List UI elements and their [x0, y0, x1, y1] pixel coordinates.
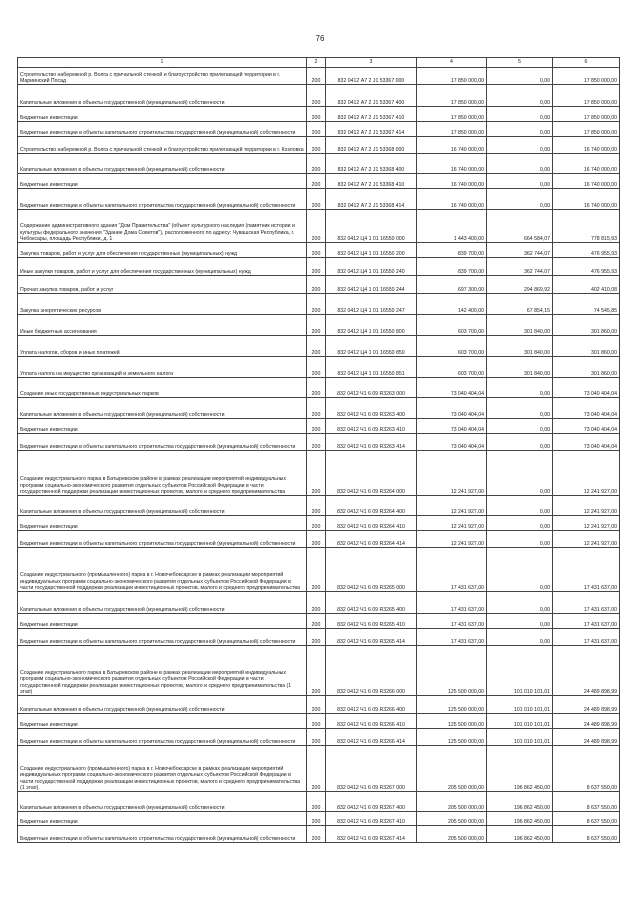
- table-row: [18, 378, 620, 398]
- row-kbk-cell: 832 0412 А7 2 J1 53367 414: [326, 122, 417, 137]
- row-amount-executed-cell: 196 862 450,00: [487, 812, 553, 826]
- row-amount-executed-cell: 0,00: [487, 378, 553, 398]
- row-amount-remaining-cell: 402 410,08: [553, 276, 620, 294]
- row-amount-approved-cell: 603 700,00: [417, 315, 487, 336]
- row-amount-approved-cell: 603 700,00: [417, 336, 487, 357]
- row-kbk-cell: 832 0412 Ц4 1 01 16550 244: [326, 276, 417, 294]
- row-amount-executed-cell: 196 862 450,00: [487, 792, 553, 812]
- table-row: [18, 210, 620, 243]
- table-row: [18, 729, 620, 746]
- row-code-cell: 200: [307, 315, 326, 336]
- row-amount-approved-cell: 603 700,00: [417, 357, 487, 378]
- table-row: [18, 812, 620, 826]
- row-kbk-cell: 832 0412 Ч1 6 09 R3267 410: [326, 812, 417, 826]
- row-name-cell: Бюджетные инвестиции: [18, 174, 307, 189]
- row-amount-remaining-cell: 778 815,93: [553, 210, 620, 243]
- row-amount-executed-cell: 664 584,07: [487, 210, 553, 243]
- row-amount-executed-cell: 101 010 101,01: [487, 714, 553, 729]
- page-number: 76: [315, 34, 325, 43]
- row-name-cell: Закупка энергетических ресурсов: [18, 294, 307, 315]
- row-code-cell: 200: [307, 210, 326, 243]
- row-amount-approved-cell: 205 500 000,00: [417, 812, 487, 826]
- row-kbk-cell: 832 0412 Ч1 6 09 R3265 000: [326, 548, 417, 592]
- row-code-cell: 200: [307, 276, 326, 294]
- row-amount-remaining-cell: 17 431 637,00: [553, 592, 620, 614]
- row-amount-executed-cell: 101 010 101,01: [487, 646, 553, 696]
- row-amount-executed-cell: 0,00: [487, 548, 553, 592]
- row-name-cell: Капитальные вложения в объекты государственной (муниципальной) собственности: [18, 398, 307, 419]
- row-kbk-cell: 832 0412 Ч1 6 09 R3266 400: [326, 696, 417, 714]
- row-name-cell: Капитальные вложения в объекты государственной (муниципальной) собственности: [18, 792, 307, 812]
- row-amount-remaining-cell: 476 955,93: [553, 258, 620, 276]
- row-kbk-cell: 832 0412 А7 2 J1 53367 000: [326, 68, 417, 85]
- row-code-cell: 200: [307, 531, 326, 548]
- row-name-cell: Капитальные вложения в объекты государственной (муниципальной) собственности: [18, 85, 307, 107]
- table-row: [18, 516, 620, 531]
- table-row: [18, 122, 620, 137]
- row-amount-remaining-cell: 17 431 637,00: [553, 629, 620, 646]
- row-kbk-cell: 832 0412 Ч1 6 09 R3265 414: [326, 629, 417, 646]
- table-row: [18, 646, 620, 696]
- row-code-cell: 200: [307, 336, 326, 357]
- row-code-cell: 200: [307, 792, 326, 812]
- row-amount-remaining-cell: 17 431 637,00: [553, 614, 620, 629]
- row-kbk-cell: 832 0412 Ч1 6 09 R3265 400: [326, 592, 417, 614]
- row-amount-executed-cell: 0,00: [487, 154, 553, 174]
- row-amount-executed-cell: 0,00: [487, 451, 553, 496]
- budget-table: [17, 57, 620, 843]
- table-row: [18, 746, 620, 792]
- row-amount-remaining-cell: 301 860,00: [553, 336, 620, 357]
- row-kbk-cell: 832 0412 Ц4 1 01 16550 851: [326, 357, 417, 378]
- table-row: [18, 714, 620, 729]
- row-amount-executed-cell: 362 744,07: [487, 258, 553, 276]
- row-amount-approved-cell: 17 850 000,00: [417, 68, 487, 85]
- row-kbk-cell: 832 0412 А7 2 J1 53367 410: [326, 107, 417, 122]
- row-amount-approved-cell: 205 500 000,00: [417, 792, 487, 812]
- row-code-cell: 200: [307, 107, 326, 122]
- row-amount-approved-cell: 839 700,00: [417, 258, 487, 276]
- row-code-cell: 200: [307, 729, 326, 746]
- row-name-cell: Создание индустриального парка в Батыревском районе в рамках реализации мероприятий индивидуальных программ социально-экономического развития отдельных субъектов Российской Федерации в части государственной поддержки реализации инвестиционных проектов, малого и среднего предпринимательства (1 этап): [18, 646, 307, 696]
- row-kbk-cell: 832 0412 Ч1 6 09 R3267 000: [326, 746, 417, 792]
- row-amount-remaining-cell: 16 740 000,00: [553, 174, 620, 189]
- row-amount-executed-cell: 301 840,00: [487, 336, 553, 357]
- row-name-cell: Бюджетные инвестиции в объекты капитального строительства государственной (муниципальной) собственности: [18, 189, 307, 210]
- row-name-cell: Иные закупки товаров, работ и услуг для обеспечения государственных (муниципальных) нужд: [18, 258, 307, 276]
- row-amount-remaining-cell: 17 850 000,00: [553, 85, 620, 107]
- row-amount-remaining-cell: 12 241 927,00: [553, 496, 620, 516]
- row-name-cell: Бюджетные инвестиции в объекты капитального строительства государственной (муниципальной) собственности: [18, 826, 307, 843]
- row-amount-executed-cell: 0,00: [487, 174, 553, 189]
- row-amount-executed-cell: 362 744,07: [487, 243, 553, 258]
- table-row: [18, 496, 620, 516]
- table-row: [18, 107, 620, 122]
- row-amount-executed-cell: 0,00: [487, 434, 553, 451]
- row-amount-approved-cell: 125 500 000,00: [417, 729, 487, 746]
- row-name-cell: Капитальные вложения в объекты государственной (муниципальной) собственности: [18, 592, 307, 614]
- row-amount-approved-cell: 205 500 000,00: [417, 826, 487, 843]
- table-row: [18, 826, 620, 843]
- row-amount-approved-cell: 73 040 404,04: [417, 398, 487, 419]
- column-number-row: [18, 58, 620, 68]
- row-name-cell: Бюджетные инвестиции в объекты капитального строительства государственной (муниципальной) собственности: [18, 729, 307, 746]
- row-amount-remaining-cell: 24 489 898,99: [553, 714, 620, 729]
- row-code-cell: 200: [307, 826, 326, 843]
- row-code-cell: 200: [307, 294, 326, 315]
- row-amount-remaining-cell: 12 241 927,00: [553, 531, 620, 548]
- row-amount-remaining-cell: 73 040 404,04: [553, 398, 620, 419]
- row-amount-remaining-cell: 12 241 927,00: [553, 451, 620, 496]
- row-amount-executed-cell: 196 862 450,00: [487, 826, 553, 843]
- row-amount-remaining-cell: 16 740 000,00: [553, 137, 620, 154]
- row-amount-executed-cell: 101 010 101,01: [487, 696, 553, 714]
- row-kbk-cell: 832 0412 Ч1 6 09 R3263 000: [326, 378, 417, 398]
- table-row: [18, 548, 620, 592]
- row-kbk-cell: 832 0412 Ч1 6 09 R3265 410: [326, 614, 417, 629]
- row-amount-approved-cell: 17 431 637,00: [417, 614, 487, 629]
- row-amount-approved-cell: 16 740 000,00: [417, 154, 487, 174]
- row-code-cell: 200: [307, 696, 326, 714]
- row-amount-remaining-cell: 17 850 000,00: [553, 68, 620, 85]
- row-amount-executed-cell: 0,00: [487, 516, 553, 531]
- row-kbk-cell: 832 0412 Ч1 6 09 R3263 400: [326, 398, 417, 419]
- row-kbk-cell: 832 0412 Ч1 6 09 R3266 410: [326, 714, 417, 729]
- row-amount-approved-cell: 17 850 000,00: [417, 107, 487, 122]
- row-amount-executed-cell: 301 840,00: [487, 357, 553, 378]
- table-row: [18, 258, 620, 276]
- table-row: [18, 336, 620, 357]
- row-amount-executed-cell: 0,00: [487, 85, 553, 107]
- row-kbk-cell: 832 0412 Ц4 1 01 16550 000: [326, 210, 417, 243]
- row-name-cell: Создание индустриального парка в Батыревском районе в рамках реализации мероприятий индивидуальных программ социально-экономического развития отдельных субъектов Российской Федерации в части государственной поддержки реализации инвестиционных проектов, малого и среднего предпринимательства: [18, 451, 307, 496]
- row-code-cell: 200: [307, 398, 326, 419]
- row-code-cell: 200: [307, 434, 326, 451]
- table-row: [18, 451, 620, 496]
- row-amount-executed-cell: 301 840,00: [487, 315, 553, 336]
- row-amount-executed-cell: 101 010 101,01: [487, 729, 553, 746]
- row-kbk-cell: 832 0412 Ч1 6 09 R3267 414: [326, 826, 417, 843]
- row-name-cell: Создание индустриального (промышленного) парка в г. Новочебоксарске в рамках реализации мероприятий индивидуальных программ социально-экономического развития отдельных субъектов Российской Федерации в части государственной поддержки реализации инвестиционных проектов, малого и среднего предпринимательства: [18, 548, 307, 592]
- row-amount-remaining-cell: 24 489 898,99: [553, 696, 620, 714]
- table-row: [18, 357, 620, 378]
- table-row: [18, 189, 620, 210]
- table-row: [18, 85, 620, 107]
- row-amount-approved-cell: 16 740 000,00: [417, 174, 487, 189]
- row-amount-executed-cell: 0,00: [487, 107, 553, 122]
- row-amount-approved-cell: 73 040 404,04: [417, 419, 487, 434]
- row-code-cell: 200: [307, 137, 326, 154]
- row-code-cell: 200: [307, 812, 326, 826]
- row-code-cell: 200: [307, 629, 326, 646]
- row-amount-approved-cell: 839 700,00: [417, 243, 487, 258]
- row-amount-approved-cell: 17 431 637,00: [417, 629, 487, 646]
- table-row: [18, 419, 620, 434]
- table-row: [18, 243, 620, 258]
- row-code-cell: 200: [307, 714, 326, 729]
- row-kbk-cell: 832 0412 Ч1 6 09 R3266 000: [326, 646, 417, 696]
- table-row: [18, 137, 620, 154]
- row-amount-remaining-cell: 17 850 000,00: [553, 107, 620, 122]
- row-code-cell: 200: [307, 122, 326, 137]
- table-row: [18, 531, 620, 548]
- row-amount-executed-cell: 67 854,15: [487, 294, 553, 315]
- row-code-cell: 200: [307, 746, 326, 792]
- row-name-cell: Строительство набережной р. Волга с причальной стенкой и благоустройство прилегающей территории в г. Мариинский Посад: [18, 68, 307, 85]
- row-amount-remaining-cell: 301 860,00: [553, 357, 620, 378]
- row-name-cell: Содержание административного здания "Дом Правительства" (объект культурного наследия (памятник истории и культуры федерального значения "Здание Дома Советов"), расположенного по адресу: Чувашская Республика, г. Чебоксары, площадь Республики, д. 1: [18, 210, 307, 243]
- row-name-cell: Строительство набережной р. Волга с причальной стенкой и благоустройство прилегающей территории в г. Козловка: [18, 137, 307, 154]
- row-code-cell: 200: [307, 357, 326, 378]
- row-amount-approved-cell: 17 850 000,00: [417, 122, 487, 137]
- row-amount-executed-cell: 0,00: [487, 68, 553, 85]
- row-name-cell: Бюджетные инвестиции: [18, 107, 307, 122]
- table-row: [18, 68, 620, 85]
- row-amount-remaining-cell: 24 489 898,99: [553, 729, 620, 746]
- row-name-cell: Закупка товаров, работ и услуг для обеспечения государственных (муниципальных) нужд: [18, 243, 307, 258]
- row-code-cell: 200: [307, 451, 326, 496]
- row-amount-executed-cell: 0,00: [487, 496, 553, 516]
- row-kbk-cell: 832 0412 Ц4 1 01 16550 200: [326, 243, 417, 258]
- row-kbk-cell: 832 0412 А7 2 J1 53368 414: [326, 189, 417, 210]
- row-code-cell: 200: [307, 258, 326, 276]
- row-kbk-cell: 832 0412 Ц4 1 01 16550 850: [326, 336, 417, 357]
- table-row: [18, 434, 620, 451]
- table-row: [18, 154, 620, 174]
- row-amount-approved-cell: 16 740 000,00: [417, 189, 487, 210]
- row-name-cell: Бюджетные инвестиции: [18, 516, 307, 531]
- row-code-cell: 200: [307, 174, 326, 189]
- table-row: [18, 592, 620, 614]
- row-code-cell: 200: [307, 496, 326, 516]
- row-code-cell: 200: [307, 243, 326, 258]
- row-amount-remaining-cell: 24 489 898,99: [553, 646, 620, 696]
- row-name-cell: Бюджетные инвестиции в объекты капитального строительства государственной (муниципальной) собственности: [18, 629, 307, 646]
- row-amount-executed-cell: 0,00: [487, 122, 553, 137]
- row-kbk-cell: 832 0412 Ч1 6 09 R3264 414: [326, 531, 417, 548]
- row-code-cell: 200: [307, 516, 326, 531]
- row-amount-remaining-cell: 16 740 000,00: [553, 189, 620, 210]
- row-kbk-cell: 832 0412 Ц4 1 01 16550 240: [326, 258, 417, 276]
- row-amount-remaining-cell: 73 040 404,04: [553, 419, 620, 434]
- row-code-cell: 200: [307, 419, 326, 434]
- row-name-cell: Уплата налогов, сборов и иных платежей: [18, 336, 307, 357]
- row-amount-remaining-cell: 8 637 550,00: [553, 826, 620, 843]
- row-amount-executed-cell: 0,00: [487, 398, 553, 419]
- row-amount-approved-cell: 125 500 000,00: [417, 646, 487, 696]
- row-name-cell: Создание иных государственных индустриальных парков: [18, 378, 307, 398]
- row-amount-remaining-cell: 8 637 550,00: [553, 746, 620, 792]
- row-kbk-cell: 832 0412 Ч1 6 09 R3266 414: [326, 729, 417, 746]
- row-amount-remaining-cell: 8 637 550,00: [553, 812, 620, 826]
- row-amount-executed-cell: 0,00: [487, 419, 553, 434]
- row-amount-approved-cell: 12 241 927,00: [417, 531, 487, 548]
- row-amount-approved-cell: 125 500 000,00: [417, 696, 487, 714]
- row-code-cell: 200: [307, 378, 326, 398]
- row-amount-executed-cell: 294 869,92: [487, 276, 553, 294]
- row-amount-approved-cell: 17 850 000,00: [417, 85, 487, 107]
- row-amount-approved-cell: 73 040 404,04: [417, 378, 487, 398]
- row-amount-remaining-cell: 73 040 404,04: [553, 434, 620, 451]
- row-amount-remaining-cell: 476 955,93: [553, 243, 620, 258]
- row-amount-approved-cell: 125 500 000,00: [417, 714, 487, 729]
- row-code-cell: 200: [307, 646, 326, 696]
- row-kbk-cell: 832 0412 Ц4 1 01 16550 247: [326, 294, 417, 315]
- row-name-cell: Капитальные вложения в объекты государственной (муниципальной) собственности: [18, 154, 307, 174]
- budget-table-body: [18, 58, 620, 843]
- row-amount-executed-cell: 0,00: [487, 592, 553, 614]
- table-row: [18, 629, 620, 646]
- row-amount-executed-cell: 0,00: [487, 189, 553, 210]
- row-amount-approved-cell: 16 740 000,00: [417, 137, 487, 154]
- row-amount-remaining-cell: 12 241 927,00: [553, 516, 620, 531]
- row-name-cell: Иные бюджетные ассигнования: [18, 315, 307, 336]
- row-amount-approved-cell: 73 040 404,04: [417, 434, 487, 451]
- row-amount-executed-cell: 196 862 450,00: [487, 746, 553, 792]
- row-code-cell: 200: [307, 592, 326, 614]
- row-name-cell: Уплата налога на имущество организаций и земельного налога: [18, 357, 307, 378]
- row-name-cell: Капитальные вложения в объекты государственной (муниципальной) собственности: [18, 496, 307, 516]
- row-amount-remaining-cell: 16 740 000,00: [553, 154, 620, 174]
- row-code-cell: 200: [307, 614, 326, 629]
- table-row: [18, 174, 620, 189]
- column-header: 4: [417, 58, 487, 68]
- row-amount-approved-cell: 12 241 927,00: [417, 451, 487, 496]
- row-kbk-cell: 832 0412 А7 2 J1 53368 000: [326, 137, 417, 154]
- row-amount-remaining-cell: 17 850 000,00: [553, 122, 620, 137]
- row-kbk-cell: 832 0412 Ч1 6 09 R3264 410: [326, 516, 417, 531]
- row-kbk-cell: 832 0412 Ц4 1 01 16550 800: [326, 315, 417, 336]
- column-header: 2: [307, 58, 326, 68]
- row-amount-remaining-cell: 301 860,00: [553, 315, 620, 336]
- row-amount-executed-cell: 0,00: [487, 629, 553, 646]
- row-kbk-cell: 832 0412 Ч1 6 09 R3267 400: [326, 792, 417, 812]
- row-code-cell: 200: [307, 85, 326, 107]
- row-amount-executed-cell: 0,00: [487, 614, 553, 629]
- row-amount-approved-cell: 697 300,00: [417, 276, 487, 294]
- row-kbk-cell: 832 0412 Ч1 6 09 R3264 000: [326, 451, 417, 496]
- row-amount-executed-cell: 0,00: [487, 137, 553, 154]
- row-name-cell: Бюджетные инвестиции: [18, 812, 307, 826]
- table-row: [18, 792, 620, 812]
- row-amount-approved-cell: 17 431 637,00: [417, 592, 487, 614]
- table-row: [18, 276, 620, 294]
- row-kbk-cell: 832 0412 А7 2 J1 53367 400: [326, 85, 417, 107]
- row-amount-approved-cell: 142 400,00: [417, 294, 487, 315]
- row-kbk-cell: 832 0412 А7 2 J1 53368 400: [326, 154, 417, 174]
- row-kbk-cell: 832 0412 Ч1 6 09 R3264 400: [326, 496, 417, 516]
- table-row: [18, 294, 620, 315]
- row-name-cell: Капитальные вложения в объекты государственной (муниципальной) собственности: [18, 696, 307, 714]
- row-code-cell: 200: [307, 189, 326, 210]
- column-header: 6: [553, 58, 620, 68]
- row-amount-remaining-cell: 73 040 404,04: [553, 378, 620, 398]
- row-name-cell: Бюджетные инвестиции в объекты капитального строительства государственной (муниципальной) собственности: [18, 434, 307, 451]
- table-row: [18, 398, 620, 419]
- row-code-cell: 200: [307, 68, 326, 85]
- row-name-cell: Бюджетные инвестиции: [18, 714, 307, 729]
- row-amount-approved-cell: 12 241 927,00: [417, 516, 487, 531]
- row-kbk-cell: 832 0412 А7 2 J1 53368 410: [326, 174, 417, 189]
- row-name-cell: Создание индустриального (промышленного) парка в г. Новочебоксарске в рамках реализации мероприятий индивидуальных программ социально-экономического развития отдельных субъектов Российской Федерации в части государственной поддержки реализации инвестиционных проектов, малого и среднего предпринимательства (1 этап).: [18, 746, 307, 792]
- row-amount-approved-cell: 12 241 927,00: [417, 496, 487, 516]
- row-code-cell: 200: [307, 154, 326, 174]
- row-amount-approved-cell: 205 500 000,00: [417, 746, 487, 792]
- row-amount-remaining-cell: 17 431 637,00: [553, 548, 620, 592]
- row-amount-approved-cell: 1 443 400,00: [417, 210, 487, 243]
- column-header: 1: [18, 58, 307, 68]
- table-row: [18, 315, 620, 336]
- row-name-cell: Бюджетные инвестиции в объекты капитального строительства государственной (муниципальной) собственности: [18, 531, 307, 548]
- column-header: 5: [487, 58, 553, 68]
- row-name-cell: Бюджетные инвестиции в объекты капитального строительства государственной (муниципальной) собственности: [18, 122, 307, 137]
- table-row: [18, 614, 620, 629]
- row-amount-approved-cell: 17 431 637,00: [417, 548, 487, 592]
- row-name-cell: Прочая закупка товаров, работ и услуг: [18, 276, 307, 294]
- row-kbk-cell: 832 0412 Ч1 6 09 R3263 410: [326, 419, 417, 434]
- row-amount-remaining-cell: 74 545,85: [553, 294, 620, 315]
- row-amount-executed-cell: 0,00: [487, 531, 553, 548]
- row-code-cell: 200: [307, 548, 326, 592]
- table-row: [18, 696, 620, 714]
- row-name-cell: Бюджетные инвестиции: [18, 419, 307, 434]
- row-kbk-cell: 832 0412 Ч1 6 09 R3263 414: [326, 434, 417, 451]
- column-header: 3: [326, 58, 417, 68]
- row-name-cell: Бюджетные инвестиции: [18, 614, 307, 629]
- row-amount-remaining-cell: 8 637 550,00: [553, 792, 620, 812]
